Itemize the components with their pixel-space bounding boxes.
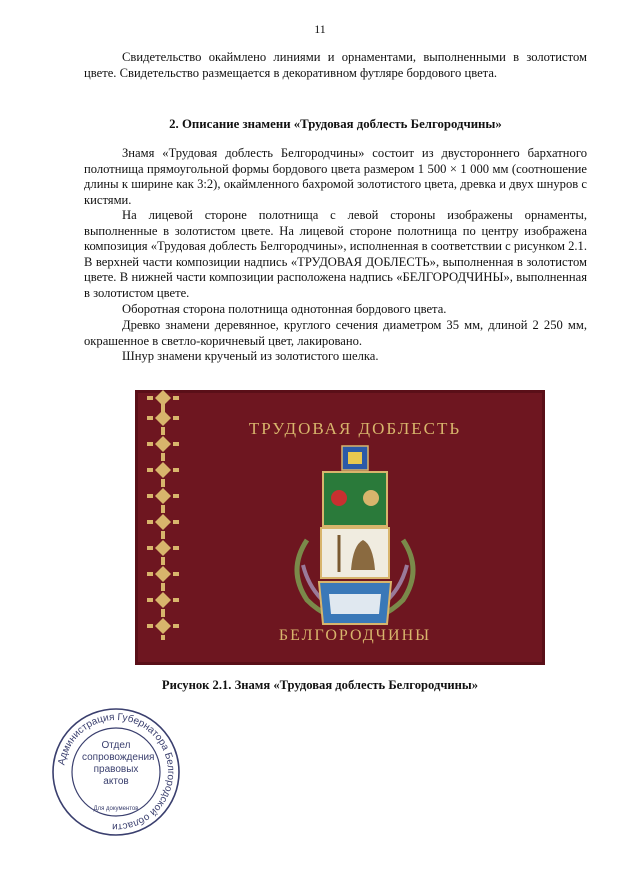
figure-caption: Рисунок 2.1. Знамя «Трудовая доблесть Белгородчины»: [161, 678, 479, 692]
stamp-line: Отдел: [101, 740, 131, 751]
paragraph-staff: Древко знамени деревянное, круглого сечения диаметром 35 мм, длиной 2 250 мм, окрашенное в светло-коричневый цвет, лакировано.: [84, 318, 587, 348]
paragraph-cord: Шнур знамени крученый из золотистого шелка.: [122, 349, 379, 363]
svg-text:Для документов: Для документов: [93, 806, 139, 812]
paragraph-back-side: Оборотная сторона полотнища однотонная бордового цвета.: [122, 302, 447, 316]
intro-paragraph: Свидетельство окаймлено линиями и орнаментами, выполненными в золотистом цвете. Свидетельство размещается в декоративном футляре бордового цвета.: [84, 50, 587, 80]
banner-figure: [135, 390, 545, 665]
svg-text:Администрация Губернатора Белг: Администрация Губернатора Белгородской области: [56, 711, 177, 833]
stamp-line: сопровождения: [82, 752, 155, 763]
section-heading: 2. Описание знамени «Трудовая доблесть Белгородчины»: [169, 117, 502, 131]
paragraph-front-side: На лицевой стороне полотнища с левой стороны изображены орнаменты, выполненные в золотистом цвете. На лицевой стороне полотнища по центру изображена композиция «Трудовая доблесть Белгородчины», исполненная в соответствии с рисунком 2.1. В верхней части композиции надпись «ТРУДОВАЯ ДОБЛЕСТЬ», выполненная в золотистом цвете. В нижней части композиции расположена надпись «БЕЛГОРОДЧИНЫ», выполненная в золотистом цвете.: [84, 208, 587, 300]
stamp-center-text: [82, 740, 155, 788]
banner-bottom-text: БЕЛГОРОДЧИНЫ: [278, 627, 432, 644]
stamp-line: актов: [103, 776, 129, 787]
page-number: 11: [314, 22, 326, 36]
stamp-line: правовых: [93, 764, 139, 775]
banner-top-text: ТРУДОВАЯ ДОБЛЕСТЬ: [248, 419, 462, 438]
paragraph-description: Знамя «Трудовая доблесть Белгородчины» состоит из двустороннего бархатного полотнища прямоугольной формы бордового цвета размером 1 500 × 1 000 мм (соотношение длины к ширине как 3:2), окаймленного бахромой золотистого цвета, древка и двух шнуров с кистями.: [84, 146, 587, 207]
